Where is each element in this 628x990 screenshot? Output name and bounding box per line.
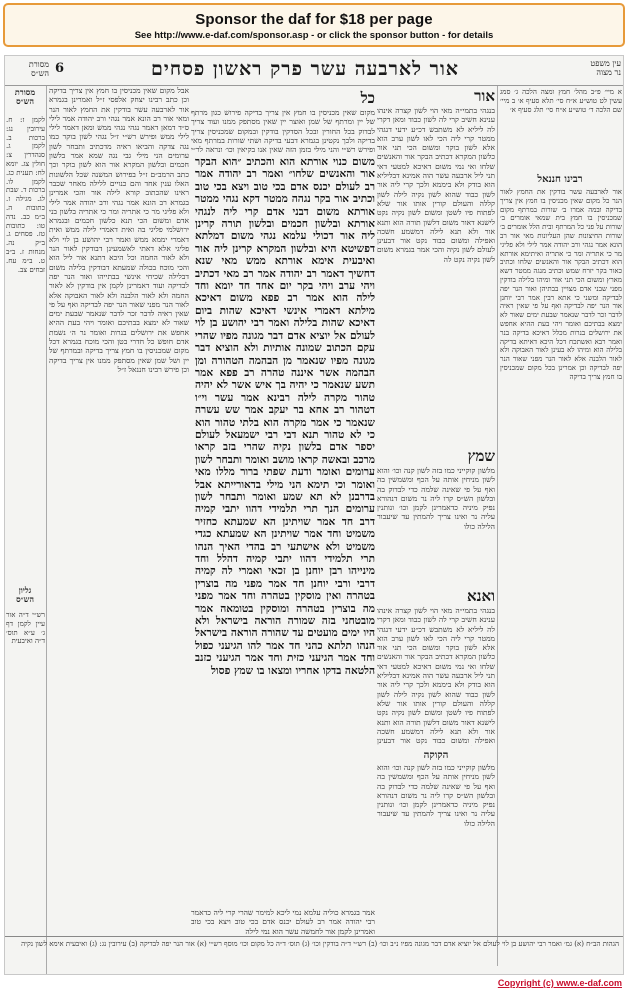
gilyon-label: גליון הש״ס bbox=[16, 585, 34, 604]
rashi-text-end: מלשון קוקייני כמו בזה לשון קנה וכו׳ והוא לשון מניחין אותה על הכף ומשמשין בה ואף על פי שאינה שלמה כדי לבדוק בה ובלשון הש״ס קרו ליה נר משום דנהורא נפיק מיניה כדאמרינן לקמן וכו׳ ונותנין עליה נר ואינו צריך להמתין עד שיעבור הלילה כולו bbox=[377, 763, 495, 828]
rashi-dibur-1: אור bbox=[474, 87, 495, 105]
rabbeinu-chananel-heading: רבינו חננאל bbox=[537, 174, 583, 185]
rabbeinu-chananel-text: אור לארבעה עשר בודקין את החמץ לאור הנר כל מקום שאין מכניסין בו חמץ אין צריך בדיקה ובמה אמרו ב׳ שורות במרתף מקום שמכניסין בו חמץ בית שמאי אומרים ב׳ שורות על פני כל המרתף ובית הלל אומרים ב׳ שורות החיצונות שהן העליונות מאי אור רב הונא אמר נגהי ורב יהודה אמר לילי ולא פליגי מר כי אתריה ומר כי אתריה ואיתימא אורתא הוא דכתיב הבקר אור והאנשים שלחו וכתיב כאור בקר יזרח שמש וכתיב מנגה ממטר דשא מארץ ומשום הכי תני אור ומיהו בלילה בודקין מפני שבני אדם מצויין בבתיהן ואור הנר יפה לבדיקה ומשני כי אתא רבין אמר רבי יוחנן אור הנר יפה לבדיקה ואף על פי שאין ראיה לדבר זכר לדבר שנאמר שבעת ימים שאור לא ימצא בבתיכם ואומר ויהי בעת ההיא אחפש את ירושלים בנרות מכלל דאיכא בדיקה בנר ואמר רבא ואשתכח דכל היכא דאיתא בדיקה בלילה הוא ומיהו לא בעינן לאור האבוקה ולא לאור הלבנה אלא לאור הנר מפני שאור הנר יפה לבדיקה וכן אמרינן בכל מקום שמכניסין בו חמץ צריך בדיקה bbox=[500, 188, 622, 381]
page-footer bbox=[5, 936, 624, 974]
page-number: 6 bbox=[55, 61, 65, 76]
tosafot-text-1: מקום שאין מכניסין בו חמץ אין צריך בדיקה פירוש כגון מרתף של יין ומרתף של שמן ואוצר יין שאין מסתפק ממנו ועוד צריך לבדוק בכל החורין ובכל הסדקין בודקין ובמקום שמכניסין צריך בדיקה ולכך נקטינן בגמרא דבעי בדיקה ושתי שורות במרתף מאי ופירש רש״י והני מילי בזמן הזה שאין אנו בקיאין וכו׳ ונראה לר״י bbox=[191, 108, 375, 154]
tosafot-bottom bbox=[191, 908, 375, 936]
copyright-link[interactable]: Copyright (c) www.e-daf.com bbox=[497, 978, 622, 988]
masoret-references: לקמן ז: ח. עירובין נג: ברכות ב. לקמן ג. סנהדרין צ: חולין צג. יומא לח: תענית כג. לקמן לו. ברכות ד. שבת לג. מגילה ז. כתובות ה. ב״מ כב. נדה טו: כתובות טז. פסחים ג. ב״ק נה. מנחות ז. ב״ב ט. ב״מ עח. זבחים צב. bbox=[6, 116, 45, 274]
tosafot-text-2: אמר בגמרא כוליה עלמא נמי ליכא למימר שהרי קרי ליה כדאמר רבי יהודה אמר רב לעולם יכנס אדם בכי טוב ויצא בכי טוב ואמרינן לקמן אור לחמשה עשר הוא נמי לילה bbox=[191, 908, 375, 936]
gilyon-text: רש״י ד״ה אור עיין לקמן דף ג׳ ע״א תוס׳ ד״ה ואיבעית bbox=[6, 611, 45, 646]
rashi-section-heading: הקוקה bbox=[423, 750, 449, 761]
running-head: אור לארבעה עשר פרק ראשון פסחים bbox=[150, 58, 459, 80]
masoret-hashas-heading: מסורת הש״ס bbox=[28, 60, 49, 78]
rashi-text-cont: מלשון קוקייני כמו בזה לשון קנה וכו׳ והוא לשון מניחין אותה על הכף ומשמשין בה ואף על פי שאינה שלמה כדי לבדוק בה ובלשון הש״ס קרו ליה נר משום דנהורא נפיק מיניה כדאמרינן לקמן וכו׳ ונותנין עליה נר ואינו צריך להמתין עד שיעבור הלילה כולו bbox=[377, 466, 495, 531]
rashi-column bbox=[377, 86, 495, 966]
masoret-label: מסורת הש״ס bbox=[14, 87, 36, 106]
gemara-text: משום כנוי אורתא הוא והכתיב ״הוא הבקר אור והאנשים שלחו״ ואמר רב יהודה אמר רב לעולם יכנס אדם בכי טוב ויצא בכי טוב וכתיב אור בקר נגהה ממטר דקא נגהי ממטר אורתא משום דבני אדם קרי ליה לנגהי אורתא ובלשון חכמים ובלשון תורה קרינן ליה אור דכולי עלמא נגהי משום דמלתא דפשיטא היא ובלשון המקרא קרינן ליה אור ואיבעית אימא אורתא ממש מאי שנא דחשיך דאמר רב יהודה אמר רב מאי דכתיב ויהי ערב ויהי בקר יום אחד חד יומא וחד לילה הוא אמר רב פפא משום דאיכא מילתא דאמרי אינשי דאיכא שהות ביום דאיכא שהות בלילה ואמר רבי יהושע בן לוי לעולם אל יוציא אדם דבר מגונה מפיו שהרי עקם הכתוב שמונה אותיות ולא הוציא דבר מגונה מפיו שנאמר מן הבהמה הטהורה ומן הבהמה אשר איננה טהרה רב פפא אמר תשע שנאמר כי יהיה בך איש אשר לא יהיה טהור מקרה לילה רבינא אמר עשר וי״ו דטהור רב אחא בר יעקב אמר שש עשרה שנאמר כי אמר מקרה הוא בלתי טהור הוא כי לא טהור תנא דבי רבי ישמעאל לעולם יספר אדם בלשון נקיה שהרי בזב קראו מרכב ובאשה קראו מושב ואומר ותבחר לשון ערומים ואומר ודעת שפתי ברור מללו מאי ואומר וכי תימא הני מילי בדאורייתא אבל בדרבנן לא תא שמע ואומר ותבחר לשון ערומים הנך תרי תלמידי דהוו יתבי קמיה דרב חד אמר שויתינן הא שמעתא כחזיר משמיט וחד אמר שויתינן הא שמעתא כגדי משמיט ולא אישתעי רב בהדי האיך הנהו תרי תלמידי דהוו יתבי קמיה דהלל וחד מינייהו רבן יוחנן בן זכאי ואמרי לה קמיה דרבי ורבי יוחנן חד אמר מפני מה בוצרין בטהרה ואין מוסקין בטהרה וחד אמר מפני מה בוצרין בטהרה ומוסקין בטומאה אמר מובטחני בזה שמורה הוראה בישראל ולא היו ימים מועטים עד שהורה הוראה בישראל הנהו תלתא כהני חד אמר להו הגיעני כפול וחד אמר הגיעני כזית וחד אמר הגיעני כזנב הלטאה בדקו אחריו ומצאו בו שמץ פסול bbox=[195, 156, 375, 677]
sponsor-banner[interactable] bbox=[3, 3, 625, 47]
masoret-hashas-column bbox=[5, 86, 47, 975]
ein-mishpat-notes: א מיי׳ פ״ב מהל׳ חמץ ומצה הלכה ג׳ סמג עשין לט טוש״ע א״ח סי׳ תלא סעיף א׳ ב מיי׳ שם הלכה ד׳ טוש״ע א״ח סי׳ תלג סעיף א׳ bbox=[500, 88, 622, 114]
page-header bbox=[5, 56, 624, 86]
gemara-column bbox=[195, 156, 375, 906]
outer-commentary-column bbox=[49, 86, 189, 966]
tosafot-dibur-1: כל bbox=[360, 89, 375, 107]
talmud-page bbox=[4, 55, 624, 975]
rashi-dibur-2: שמץ bbox=[467, 447, 495, 465]
rashi-dibur-3: ואנא bbox=[467, 587, 495, 605]
outer-commentary-text: אבל מקום שאין מכניסין בו חמץ אין צריך בדיקה וכן כתב רבינו יצחק אלפסי ז״ל ואמרינן בגמרא אור לארבעה עשר בודקין את החמץ לאור הנר ומאי אור רב הונא אמר נגהי ורב יהודה אמר לילי ס״ד דמאן דאמר נגהי נגהי ממש ומאן דאמר לילי לילי ממש ופירש רש״י ז״ל נגהי לשון בוקר כמו נגה צדקה והביאו ראיה מדכתיב ותבחר לשון ערומים הני מילי גבי נגה שמא אמר בלשון חכמים ובלשון המקרא אור הוא לשון בוקר וכך כתב הרמב״ם ז״ל בפירוש המשנה שכל הלשונות האלו ענין אחד והם כנויים ללילה מאחר שכבר ראינו שהכתוב קורא לילה אור והכי אמרינן בגמרא רב הונא אמר נגהי ורב יהודה אמר לילי ולא פליגי מר כי אתריה ומר כי אתריה בלשון בני אדם ומשום הכי תנא כלשון חכמים ובגמרא ירושלמי פליגי בה ואית דאמרי לילה ממש ואית דאמרי יממא ממש ואמר רבי יהושע בן לוי ולא פליגי אלא דאתי לאשמעינן דבודקין לאור הנר ולא לאור החמה וכל היכא דתנא אור ליל הוא והכי מוכח בכולה שמעתא דבודקין בלילה משום דבלילה שכיחי אינשי בבתייהו ואור הנר יפה לבדיקה ועוד דאמרינן לקמן אין בודקין לא לאור החמה ולא לאור הלבנה ולא לאור האבוקה אלא לאור הנר מפני שאור הנר יפה לבדיקה ואף על פי שאין ראיה לדבר זכר לדבר שנאמר שבעת ימים שאור לא ימצא בבתיכם ואומר ויהי בעת ההיא אחפש את ירושלים בנרות ואומר נר ה׳ נשמת אדם חופש כל חדרי בטן והכי מוכח בגמרא דכל מקום שמכניסין בו חמץ צריך בדיקה ובמרתף של יין ושל שמן שאין מסתפק ממנו אין צריך בדיקה וכן פירש רבינו חננאל ז״ל bbox=[49, 86, 189, 374]
ein-mishpat-heading: עין משפט נר מצוה bbox=[590, 59, 621, 77]
sponsor-details-link[interactable]: See http://www.e-daf.com/sponsor.asp - or click the sponsor button - for details bbox=[134, 30, 494, 41]
right-margin-column bbox=[497, 86, 623, 966]
sponsor-title[interactable]: Sponsor the daf for $18 per page bbox=[195, 11, 433, 28]
rashi-text: בנגהי בתמי״ה מאי הוי לשון קצרה אינהו ענינא חשיב קרי לה לשון כבוד ומאן דקרי לה ליליא לא משתבש דכ״ע ידעי דנגהי ממטר קרי ליה הכי לאו לשון ערב הוא אלא לשון בוקר ומשום הכי תני אור כלשון המקרא דכתיב הבקר אור והאנשים שלחו ואי נמי משום דאיכא למטעי דאי תני ליל ארבעה עשר הוה אמינא דבליליא הוא בודק ולא ביממא ולכך קרי ליה אור לשון כבוד שהוא לשון נקיה לילה לשון קללה והעולם קורין אותו אור שלא לפתוח פיו לשטן ומשום לשון נקיה נקט לישנא דאור משום דלשון תורה הוא ותנא אור ולא תנא לילה דמשמע חשכה ואפילה ומשום כבוד נקט אור דבעינן לעולם לשון נקיה והכי אמר בגמרא משום לשון נקיה נקט לה bbox=[377, 106, 495, 264]
tosafot-top bbox=[191, 88, 375, 154]
footer-notes: הגהות הב״ח (א) גמ׳ ואמר רבי יהושע בן לוי לעולם אל יוציא אדם דבר מגונה מפיו נ״ב וכו׳ (ב) רש״י ד״ה בודקין וכו׳ (ג) תוס׳ ד״ה כל מקום וכו׳ מוסף רש״י (א) אור הנר יפה לבדיקה (ב) עירובין נג: (ג) ואיבעית אימא לשון נקיה bbox=[21, 940, 619, 948]
rashi-text-more: בנגהי בתמי״ה מאי הוי לשון קצרה אינהו ענינא חשיב קרי לה לשון כבוד ומאן דקרי לה ליליא לא משתבש דכ״ע ידעי דנגהי ממטר קרי ליה הכי לאו לשון ערב הוא אלא לשון בוקר ומשום הכי תני אור כלשון המקרא דכתיב הבקר אור והאנשים שלחו ואי נמי משום דאיכא למטעי דאי תני ליל ארבעה עשר הוה אמינא דבליליא הוא בודק ולא ביממא ולכך קרי ליה אור לשון כבוד שהוא לשון נקיה לילה לשון קללה והעולם קורין אותו אור שלא לפתוח פיו לשטן ומשום לשון נקיה נקט לישנא דאור משום דלשון תורה הוא ותנא אור ולא תנא לילה דמשמע חשכה ואפילה ומשום כבוד נקט אור דבעינן bbox=[377, 606, 495, 746]
